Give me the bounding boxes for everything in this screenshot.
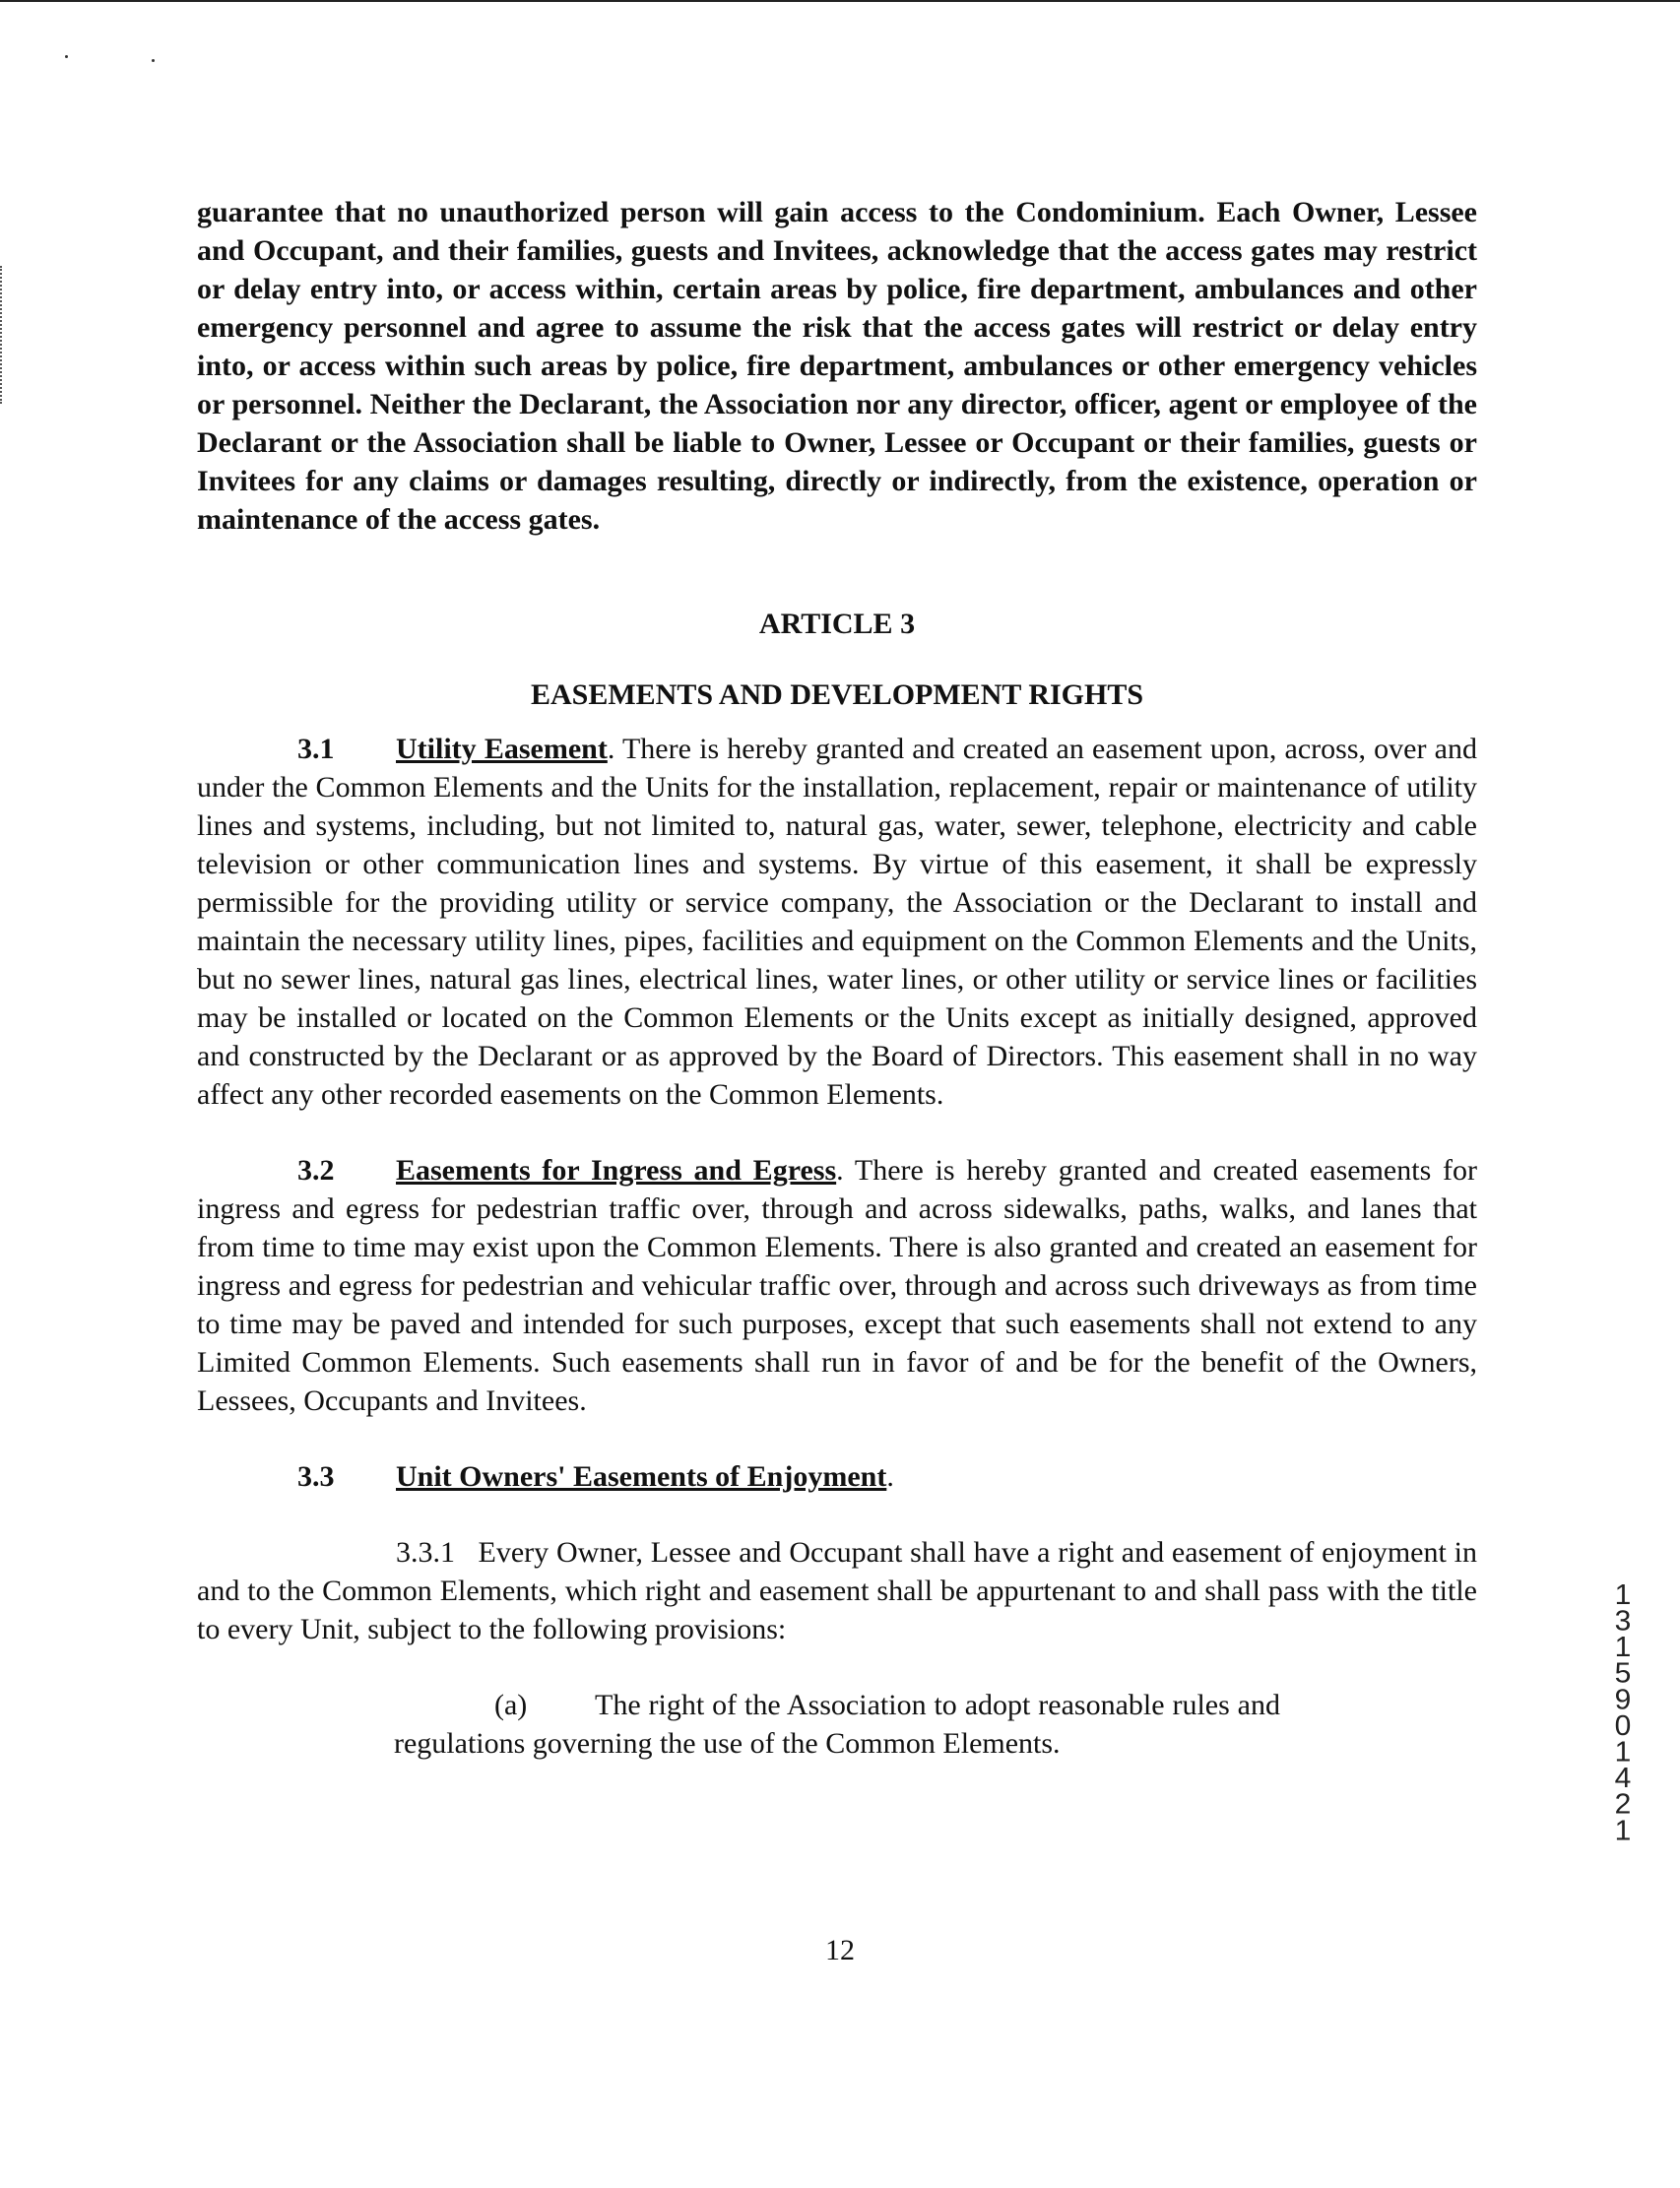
subsection-number: 3.3.1 <box>396 1536 455 1569</box>
intro-paragraph: guarantee that no unauthorized person will gain access to the Condominium. Each Owner, Lessee and Occupant, and their families, guests and Invitees, acknowledge that the access gates may restrict or delay entry into, or access within, certain areas by police, fire department, ambulances and other emergency personnel and agree to assume the risk that the access gates will restrict or delay entry into, or access within such areas by police, fire department, ambulances or other emergency vehicles or personnel. Neither the Declarant, the Association nor any director, officer, agent or employee of the Declarant or the Association shall be liable to Owner, Lessee or Occupant or their families, guests or Invitees for any claims or damages resulting, directly or indirectly, from the existence, operation or maintenance of the access gates. <box>197 196 1477 536</box>
item-a <box>197 1686 1280 1763</box>
page-number: 12 <box>825 1934 855 1966</box>
stamp-digit: 1 <box>1614 1736 1632 1769</box>
subsection-3-3-1 <box>197 1533 1477 1648</box>
section-body: . There is hereby granted and created an easement upon, across, over and under the Common Elements and the Units for the installation, replacement, repair or maintenance of utility lines and systems, including, but not limited to, natural gas, water, sewer, telephone, electricity and cable television or other communication lines and systems. By virtue of this easement, it shall be expressly permissible for the providing utility or service company, the Association or the Declarant to install and maintain the necessary utility lines, pipes, facilities and equipment on the Common Elements and the Units, but no sewer lines, natural gas lines, electrical lines, water lines, or other utility or service lines or facilities may be installed or located on the Common Elements or the Units except as initially designed, approved and constructed by the Declarant or as approved by the Board of Directors. This easement shall in no way affect any other recorded easements on the Common Elements. <box>197 733 1477 1111</box>
scan-top-border <box>0 0 1680 2</box>
document-page <box>197 193 1477 1763</box>
recording-stamp <box>1603 1579 1643 1846</box>
stamp-digit: 1 <box>1614 1579 1632 1611</box>
item-label: (a) <box>494 1689 528 1721</box>
section-number: 3.3 <box>297 1460 335 1493</box>
section-title: Easements for Ingress and Egress <box>396 1154 837 1187</box>
stamp-digit: 1 <box>1614 1815 1632 1846</box>
section-number: 3.1 <box>297 733 335 765</box>
stamp-digit: 2 <box>1614 1788 1632 1821</box>
stamp-digit: 3 <box>1614 1605 1632 1638</box>
section-body: . There is hereby granted and created easements for ingress and egress for pedestrian traffic over, through and across sidewalks, paths, walks, and lanes that from time to time may exist upon the Common Elements. There is also granted and created an easement for ingress and egress for pedestrian and vehicular traffic over, through and across such driveways as from time to time may be paved and intended for such purposes, except that such easements shall not extend to any Limited Common Elements. Such easements shall run in favor of and be for the benefit of the Owners, Lessees, Occupants and Invitees. <box>197 1154 1477 1417</box>
scan-artifact <box>65 55 68 58</box>
article-title: EASEMENTS AND DEVELOPMENT RIGHTS <box>530 678 1144 711</box>
article-heading: ARTICLE 3 <box>758 608 916 640</box>
section-3-2 <box>197 1151 1477 1420</box>
section-3-1 <box>197 730 1477 1114</box>
stamp-digit: 0 <box>1614 1710 1632 1742</box>
scan-edge-marks <box>0 266 4 404</box>
section-title: Unit Owners' Easements of Enjoyment <box>396 1460 887 1493</box>
stamp-digit: 1 <box>1614 1632 1632 1663</box>
section-body: . <box>886 1460 894 1493</box>
stamp-digit: 9 <box>1614 1684 1632 1715</box>
section-number: 3.2 <box>297 1154 335 1187</box>
subsection-body: Every Owner, Lessee and Occupant shall have a right and easement of enjoyment in and to the Common Elements, which right and easement shall be appurtenant to and shall pass with the title to every Unit, subject to the following provisions: <box>197 1536 1477 1645</box>
section-title: Utility Easement <box>396 733 608 765</box>
scan-artifact <box>152 59 155 62</box>
item-body: The right of the Association to adopt reasonable rules and regulations governing the use of the Common Elements. <box>394 1689 1280 1760</box>
stamp-digit: 5 <box>1614 1657 1632 1690</box>
section-3-3 <box>197 1457 1477 1496</box>
stamp-digit: 4 <box>1614 1763 1632 1794</box>
